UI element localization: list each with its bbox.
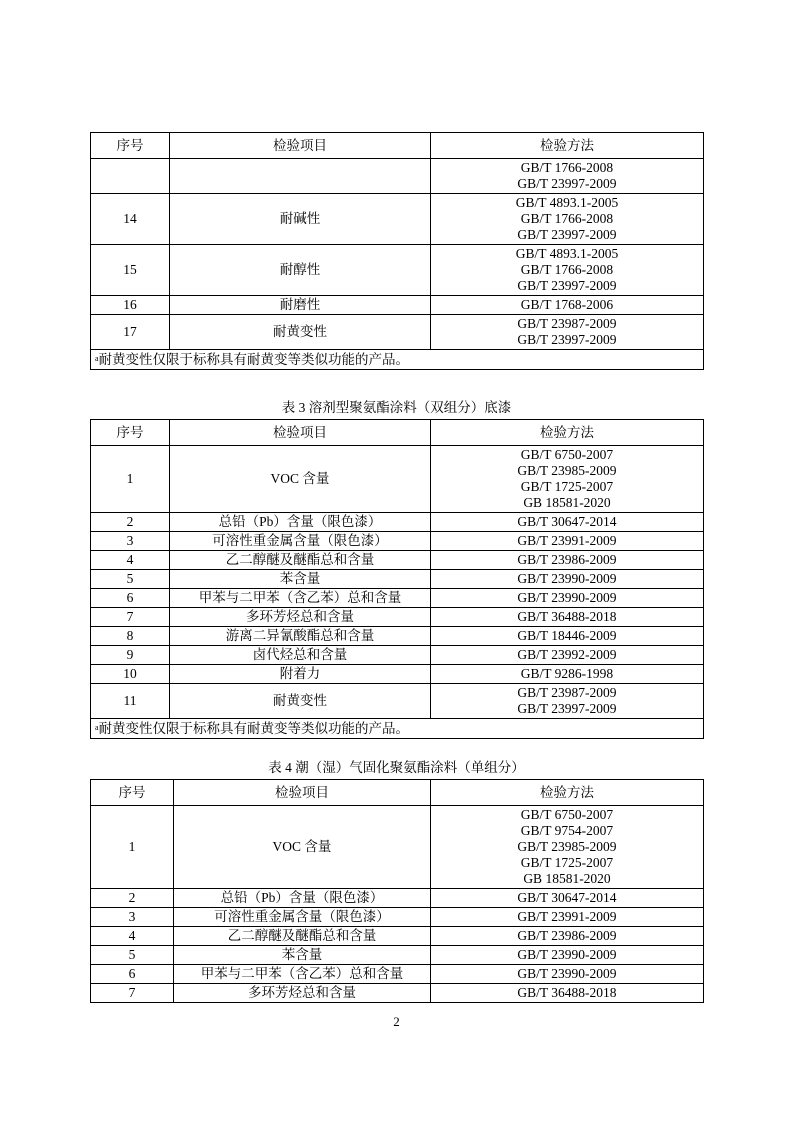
method-standard: GB/T 1766-2008: [520, 160, 614, 175]
method-standard: GB/T 9754-2007: [520, 823, 614, 838]
cell-test-item: 多环芳烃总和含量: [174, 984, 431, 1003]
method-standard: GB/T 23990-2009: [517, 590, 617, 605]
table-row: [91, 806, 704, 889]
cell-test-item: 甲苯与二甲苯（含乙苯）总和含量: [170, 589, 431, 608]
cell-serial-no: 6: [91, 965, 174, 984]
table-row: [91, 984, 704, 1003]
table-header-row: [91, 780, 704, 806]
table-4-caption: 表 4 潮（湿）气固化聚氨酯涂料（单组分）: [268, 760, 525, 775]
method-standard: GB/T 36488-2018: [517, 609, 617, 624]
note-text: 耐黄变性仅限于标称具有耐黄变等类似功能的产品。: [98, 351, 410, 367]
cell-test-item: 耐黄变性: [170, 315, 431, 350]
table-note: [91, 719, 704, 739]
cell-test-item: 附着力: [170, 665, 431, 684]
method-standard: GB/T 23987-2009: [517, 685, 617, 700]
cell-test-item: 多环芳烃总和含量: [170, 608, 431, 627]
note-text: 耐黄变性仅限于标称具有耐黄变等类似功能的产品。: [98, 720, 410, 736]
table-3-caption: 表 3 溶剂型聚氨酯涂料（双组分）底漆: [281, 400, 512, 415]
cell-test-item: 可溶性重金属含量（限色漆）: [174, 908, 431, 927]
method-standard: GB/T 23990-2009: [517, 571, 617, 586]
table-row: [91, 570, 704, 589]
header-serial-no: 序号: [91, 133, 170, 159]
method-standard: GB/T 23986-2009: [517, 552, 617, 567]
table-row: [91, 446, 704, 513]
table-row: [91, 684, 704, 719]
method-standard: GB/T 18446-2009: [517, 628, 617, 643]
cell-serial-no: 7: [91, 608, 170, 627]
cell-test-method: [431, 194, 704, 245]
method-standard: GB/T 23997-2009: [517, 332, 617, 347]
method-standard: GB/T 23987-2009: [517, 316, 617, 331]
note-marker: a: [95, 722, 99, 732]
cell-test-method: [431, 806, 704, 889]
method-standard: GB/T 1725-2007: [520, 479, 614, 494]
cell-test-item: 游离二异氰酸酯总和含量: [170, 627, 431, 646]
cell-test-method: [431, 570, 704, 589]
cell-serial-no: 4: [91, 551, 170, 570]
cell-serial-no: 5: [91, 570, 170, 589]
cell-serial-no: 4: [91, 927, 174, 946]
cell-test-item: 耐醇性: [170, 245, 431, 296]
method-standard: GB/T 1768-2006: [520, 297, 614, 312]
cell-serial-no: 3: [91, 532, 170, 551]
method-standard: GB 18581-2020: [523, 495, 611, 510]
table-row: [91, 194, 704, 245]
method-standard: GB/T 23990-2009: [517, 947, 617, 962]
method-standard: GB 18581-2020: [523, 871, 611, 886]
cell-test-method: [431, 889, 704, 908]
method-standard: GB/T 6750-2007: [520, 447, 614, 462]
cell-test-item: 总铅（Pb）含量（限色漆）: [170, 513, 431, 532]
table-row: [91, 889, 704, 908]
cell-test-method: [431, 984, 704, 1003]
table-row: [91, 159, 704, 194]
cell-test-method: [431, 665, 704, 684]
cell-test-method: [431, 946, 704, 965]
cell-test-method: [431, 532, 704, 551]
cell-test-item: 乙二醇醚及醚酯总和含量: [174, 927, 431, 946]
cell-test-method: [431, 446, 704, 513]
cell-test-item: 卤代烃总和含量: [170, 646, 431, 665]
cell-serial-no: 2: [91, 889, 174, 908]
method-standard: GB/T 23997-2009: [517, 176, 617, 191]
method-standard: GB/T 1766-2008: [520, 262, 614, 277]
cell-test-item: 耐黄变性: [170, 684, 431, 719]
table-row: [91, 927, 704, 946]
cell-test-method: [431, 927, 704, 946]
table-row: [91, 551, 704, 570]
cell-serial-no: 11: [91, 684, 170, 719]
cell-test-item: 甲苯与二甲苯（含乙苯）总和含量: [174, 965, 431, 984]
cell-serial-no: 5: [91, 946, 174, 965]
header-serial-no: 序号: [91, 780, 174, 806]
table-3: [90, 419, 704, 739]
table-row: [91, 245, 704, 296]
header-test-item: 检验项目: [174, 780, 431, 806]
table-row: [91, 965, 704, 984]
method-standard: GB/T 23997-2009: [517, 227, 617, 242]
cell-serial-no: 3: [91, 908, 174, 927]
cell-serial-no: 1: [91, 806, 174, 889]
cell-serial-no: 7: [91, 984, 174, 1003]
cell-test-method: [431, 627, 704, 646]
cell-test-method: [431, 551, 704, 570]
page-number: 2: [393, 1014, 400, 1029]
table-note-row: [91, 350, 704, 370]
table-row: [91, 296, 704, 315]
table-2-continued: [90, 132, 704, 370]
method-standard: GB/T 23992-2009: [517, 647, 617, 662]
method-standard: GB/T 9286-1998: [520, 666, 614, 681]
cell-test-method: [431, 908, 704, 927]
table-row: [91, 532, 704, 551]
method-standard: GB/T 23997-2009: [517, 701, 617, 716]
table-row: [91, 627, 704, 646]
method-standard: GB/T 23991-2009: [517, 909, 617, 924]
method-standard: GB/T 4893.1-2005: [515, 195, 619, 210]
cell-serial-no: 15: [91, 245, 170, 296]
table-row: [91, 646, 704, 665]
note-marker: a: [95, 353, 99, 363]
cell-test-item: VOC 含量: [174, 806, 431, 889]
method-standard: GB/T 6750-2007: [520, 807, 614, 822]
method-standard: GB/T 1766-2008: [520, 211, 614, 226]
header-test-method: 检验方法: [431, 133, 704, 159]
method-standard: GB/T 23986-2009: [517, 928, 617, 943]
table-4: [90, 779, 704, 1003]
method-standard: GB/T 36488-2018: [517, 985, 617, 1000]
cell-test-item: 耐磨性: [170, 296, 431, 315]
method-standard: GB/T 23990-2009: [517, 966, 617, 981]
method-standard: GB/T 4893.1-2005: [515, 246, 619, 261]
method-standard: GB/T 23985-2009: [517, 839, 617, 854]
header-test-item: 检验项目: [170, 133, 431, 159]
table-row: [91, 513, 704, 532]
cell-test-method: [431, 315, 704, 350]
table-body: [91, 806, 704, 1003]
cell-test-item: 耐碱性: [170, 194, 431, 245]
header-test-method: 检验方法: [431, 780, 704, 806]
cell-test-method: [431, 589, 704, 608]
table-body: [91, 446, 704, 719]
method-standard: GB/T 30647-2014: [517, 890, 617, 905]
header-serial-no: 序号: [91, 420, 170, 446]
cell-serial-no: 2: [91, 513, 170, 532]
table-header-row: [91, 420, 704, 446]
method-standard: GB/T 23985-2009: [517, 463, 617, 478]
cell-serial-no: 6: [91, 589, 170, 608]
method-standard: GB/T 30647-2014: [517, 514, 617, 529]
header-test-method: 检验方法: [431, 420, 704, 446]
cell-serial-no: 1: [91, 446, 170, 513]
table-row: [91, 665, 704, 684]
cell-test-item: 苯含量: [174, 946, 431, 965]
cell-serial-no: 8: [91, 627, 170, 646]
cell-serial-no: 9: [91, 646, 170, 665]
cell-test-method: [431, 608, 704, 627]
cell-test-item: 苯含量: [170, 570, 431, 589]
cell-test-method: [431, 296, 704, 315]
method-standard: GB/T 23997-2009: [517, 278, 617, 293]
table-row: [91, 608, 704, 627]
cell-test-method: [431, 245, 704, 296]
table-row: [91, 908, 704, 927]
header-test-item: 检验项目: [170, 420, 431, 446]
method-standard: GB/T 23991-2009: [517, 533, 617, 548]
table-note: [91, 350, 704, 370]
cell-test-method: [431, 965, 704, 984]
table-body: [91, 159, 704, 350]
cell-test-method: [431, 684, 704, 719]
cell-serial-no: 14: [91, 194, 170, 245]
cell-serial-no: 16: [91, 296, 170, 315]
cell-test-method: [431, 159, 704, 194]
method-standard: GB/T 1725-2007: [520, 855, 614, 870]
cell-test-item: VOC 含量: [170, 446, 431, 513]
cell-test-item: 乙二醇醚及醚酯总和含量: [170, 551, 431, 570]
cell-test-method: [431, 646, 704, 665]
cell-test-item: 可溶性重金属含量（限色漆）: [170, 532, 431, 551]
table-row: [91, 589, 704, 608]
cell-serial-no: [91, 159, 170, 194]
table-row: [91, 946, 704, 965]
cell-serial-no: 17: [91, 315, 170, 350]
cell-test-item: [170, 159, 431, 194]
cell-test-item: 总铅（Pb）含量（限色漆）: [174, 889, 431, 908]
table-row: [91, 315, 704, 350]
cell-test-method: [431, 513, 704, 532]
table-header-row: [91, 133, 704, 159]
table-note-row: [91, 719, 704, 739]
cell-serial-no: 10: [91, 665, 170, 684]
